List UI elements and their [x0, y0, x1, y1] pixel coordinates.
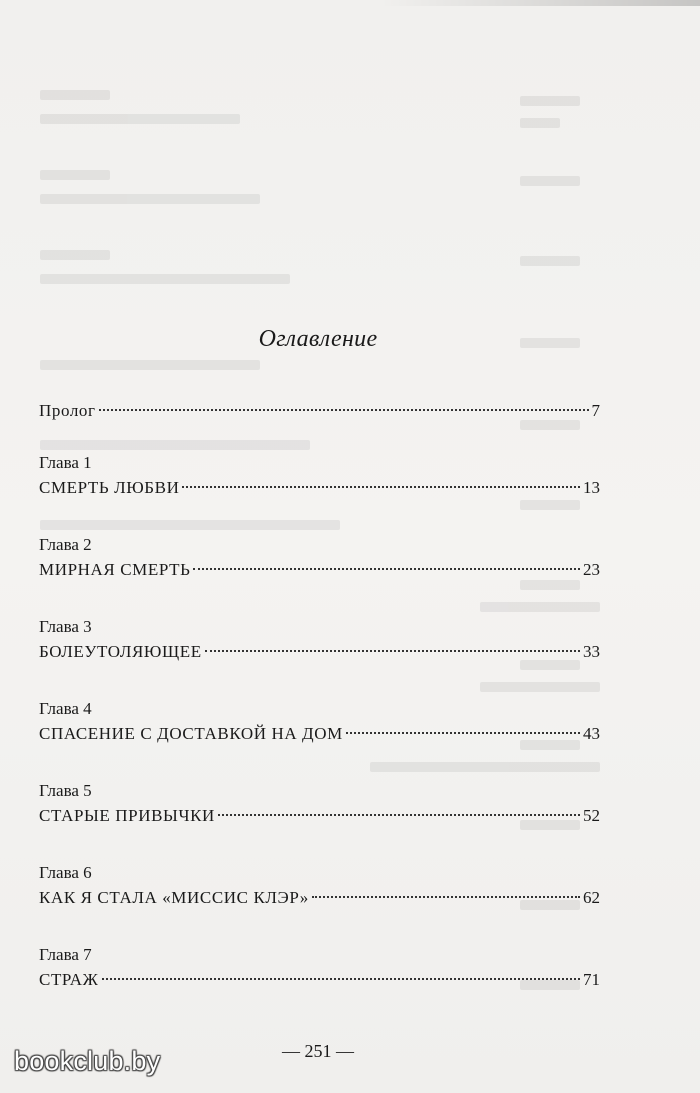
toc-entry-title: СТАРЫЕ ПРИВЫЧКИ [39, 806, 215, 825]
chapter-label: Глава 3 [39, 617, 92, 636]
toc-entry-page: 23 [583, 560, 600, 579]
dot-leader [205, 650, 580, 652]
toc-entry-page: 7 [591, 401, 600, 420]
toc-entry-chapter-3[interactable] [39, 615, 600, 665]
page-number: — 251 — [282, 1041, 354, 1061]
chapter-label: Глава 2 [39, 535, 92, 554]
dot-leader [312, 896, 580, 898]
toc-entry-title: КАК Я СТАЛА «МИССИС КЛЭР» [39, 888, 309, 907]
chapter-label: Глава 6 [39, 863, 92, 882]
dot-leader [102, 978, 580, 980]
chapter-label: Глава 1 [39, 453, 92, 472]
dot-leader [218, 814, 580, 816]
dot-leader [193, 568, 580, 570]
toc-heading: Оглавление [258, 326, 378, 352]
toc-entry-title: МИРНАЯ СМЕРТЬ [39, 560, 191, 579]
toc-entry-page: 43 [583, 724, 600, 743]
toc-entry-chapter-5[interactable] [39, 779, 600, 829]
toc-entry-chapter-7[interactable] [39, 943, 600, 993]
chapter-label: Глава 4 [39, 699, 92, 718]
toc-entry-prologue[interactable] [39, 398, 600, 424]
toc-entry-page: 33 [583, 642, 600, 661]
dot-leader [346, 732, 580, 734]
toc-entry-title: СТРАЖ [39, 970, 99, 989]
dot-leader [182, 486, 580, 488]
toc-entry-page: 13 [583, 478, 600, 497]
toc-entry-title: СПАСЕНИЕ С ДОСТАВКОЙ НА ДОМ [39, 724, 343, 743]
chapter-label: Глава 5 [39, 781, 92, 800]
toc-entry-page: 62 [583, 888, 600, 907]
toc-entry-page: 52 [583, 806, 600, 825]
toc-entry-page: 71 [583, 970, 600, 989]
toc-entry-title: СМЕРТЬ ЛЮБВИ [39, 478, 180, 497]
page-edge-shadow [380, 0, 700, 6]
chapter-label: Глава 7 [39, 945, 92, 964]
toc-entry-title: Пролог [39, 401, 96, 420]
watermark-logo: bookclub.by [14, 1046, 161, 1076]
toc-entry-chapter-1[interactable] [39, 451, 600, 501]
table-of-contents [39, 398, 600, 993]
toc-entry-title: БОЛЕУТОЛЯЮЩЕЕ [39, 642, 202, 661]
toc-entry-chapter-2[interactable] [39, 533, 600, 583]
toc-entry-chapter-6[interactable] [39, 861, 600, 911]
dot-leader [99, 409, 589, 411]
toc-entry-chapter-4[interactable] [39, 697, 600, 747]
